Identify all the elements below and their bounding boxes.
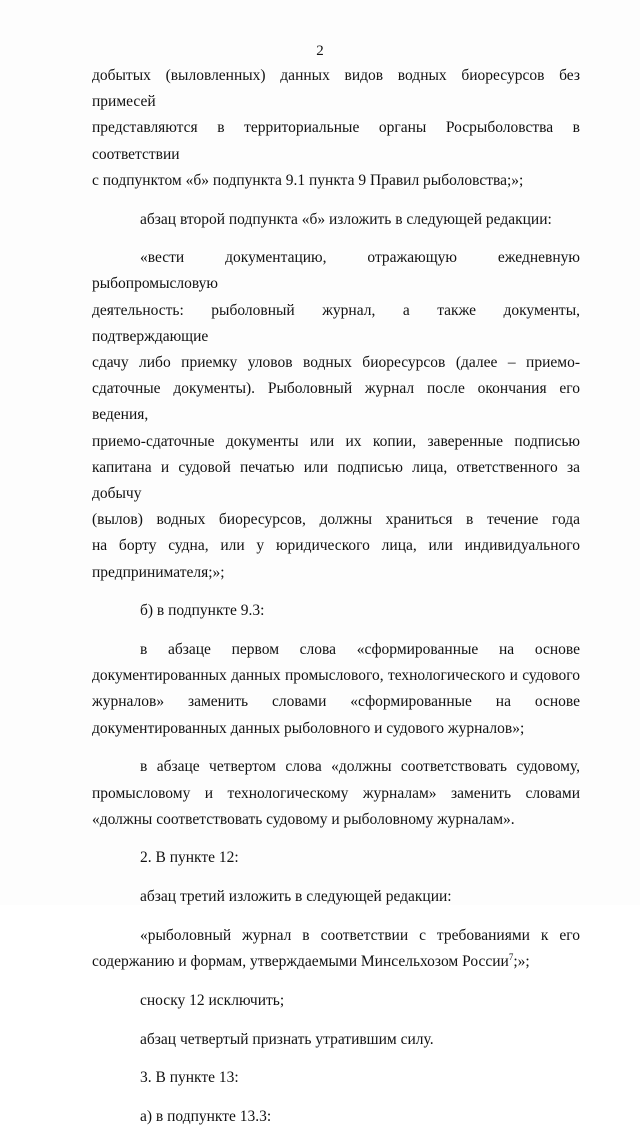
text-line: сдачу либо приемку уловов водных биоресурсов (далее – приемо-	[92, 354, 580, 372]
text-line: «должны соответствовать судовому и рыболовному журналам».	[92, 810, 515, 828]
text-line: в абзаце четвертом слова «должны соответствовать судовому,	[140, 758, 580, 776]
paragraph-abzac-tretiy: абзац третий изложить в следующей редакции:	[140, 888, 452, 906]
text-line-with-footnote	[92, 949, 580, 975]
paragraph-subpoint-13-3: а) в подпункте 13.3:	[140, 1107, 272, 1125]
paragraph-abzac-chetvertyi: абзац четвертый признать утратившим силу.	[140, 1030, 434, 1048]
document-body	[92, 63, 580, 1130]
text-line: в абзаце первом слова «сформированные на основе	[140, 641, 580, 659]
text-line: документированных данных рыболовного и судового журналов»;	[92, 719, 525, 737]
footnote-reference: 7	[508, 951, 514, 962]
text-line: предпринимателя;»;	[92, 563, 225, 581]
paragraph-footnote-removal: сноску 12 исключить;	[140, 991, 285, 1009]
text-line: деятельность: рыболовный журнал, а также документы, подтверждающие	[92, 301, 580, 345]
paragraph-continuation	[92, 63, 580, 194]
text-line: сдаточные документы). Рыболовный журнал после окончания его ведения,	[92, 380, 580, 424]
text-line: с подпунктом «б» подпункта 9.1 пункта 9 Правил рыболовства;»;	[92, 171, 524, 189]
text-line: представляются в территориальные органы Росрыболовства в соответствии	[92, 119, 580, 163]
text-fragment: ;»;	[513, 953, 530, 971]
text-line: приемо-сдаточные документы или их копии, заверенные подписью	[92, 432, 580, 450]
text-line: «вести документацию, отражающую ежедневную рыбопромысловую	[92, 249, 580, 293]
text-line: на борту судна, или у юридического лица, или индивидуального	[92, 537, 580, 555]
paragraph-abzac-pervom	[92, 637, 580, 742]
text-line: журналов» заменить словами «сформированные на основе	[92, 693, 580, 711]
page-number: 2	[316, 43, 324, 59]
paragraph-abzac-chetvertom	[92, 754, 580, 833]
paragraph-point-13: 3. В пункте 13:	[140, 1069, 239, 1087]
text-line: (вылов) водных биоресурсов, должны храниться в течение года	[92, 511, 580, 529]
text-line: добытых (выловленных) данных видов водных биоресурсов без примесей	[92, 67, 580, 111]
paragraph-quote-documentation	[92, 245, 580, 586]
text-line: «рыболовный журнал в соответствии с требованиями к его	[140, 926, 580, 944]
paragraph-abzac-vtoroy: абзац второй подпункта «б» изложить в следующей редакции:	[140, 210, 552, 228]
paragraph-point-12: 2. В пункте 12:	[140, 849, 239, 867]
text-fragment: содержанию и формам, утверждаемыми Минсельхозом России	[92, 953, 509, 971]
text-line: документированных данных промыслового, технологического и судового	[92, 667, 580, 685]
text-line: капитана и судовой печатью или подписью лица, ответственного за добычу	[92, 458, 580, 503]
paragraph-subpoint-b: б) в подпункте 9.3:	[140, 602, 265, 620]
text-line: промысловому и технологическому журналам» заменить словами	[92, 784, 580, 802]
paragraph-quote-journal	[92, 923, 580, 975]
